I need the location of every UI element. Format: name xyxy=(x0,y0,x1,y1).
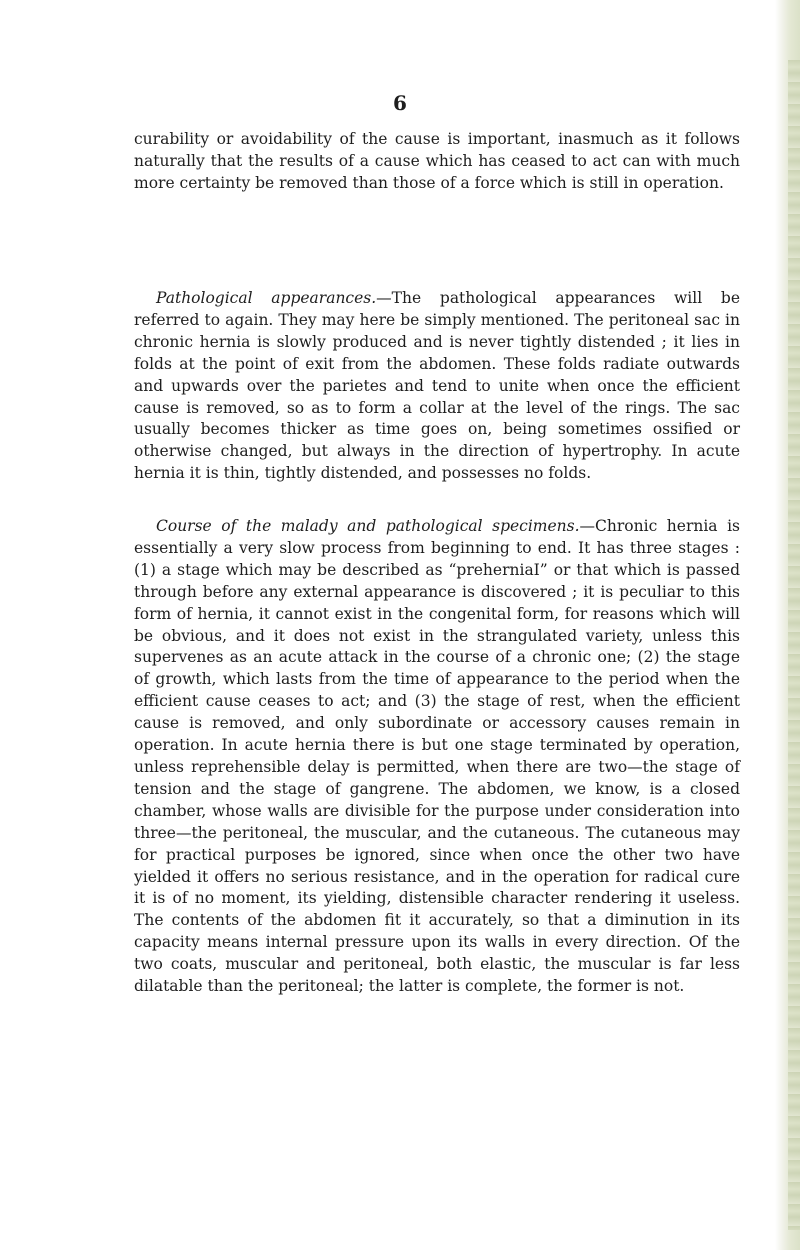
paragraph-heading: Pathological appearances. xyxy=(156,289,377,307)
paragraph-pathological-appearances xyxy=(134,288,740,485)
page-number: 6 xyxy=(393,91,407,115)
paragraph-course-of-malady xyxy=(134,516,740,998)
paragraph-curability xyxy=(134,129,740,195)
paragraph-text: curability or avoidability of the cause is important, inasmuch as it follows naturally that the results of a cause which has ceased to act can with much more certainty be removed than those of a force which is still in operation. xyxy=(134,130,740,192)
paragraph-text: —The pathological appearances will be referred to again. They may here be simply mentioned. The peritoneal sac in chronic hernia is slowly produced and is never tightly distended ; it lies in folds at the point of exit from the abdomen. These folds radiate outwards and upwards over the parietes and tend to unite when once the efficient cause is removed, so as to form a collar at the level of the rings. The sac usually becomes thicker as time goes on, being sometimes ossified or otherwise changed, but always in the direction of hypertrophy. In acute hernia it is thin, tightly distended, and possesses no folds. xyxy=(134,289,741,483)
page-edge-texture xyxy=(788,60,800,1230)
paragraph-heading: Course of the malady and pathological specimens. xyxy=(156,517,580,535)
paragraph-text: —Chronic hernia is essentially a very slow process from beginning to end. It has three stages : (1) a stage which may be described as “preherniaI” or that which is passed through before any external appearance is discovered ; it is peculiar to this form of hernia, it cannot exist in the congenital form, for reasons which will be obvious, and it does not exist in the strangulated variety, unless this supervenes as an acute attack in the course of a chronic one; (2) the stage of growth, which lasts from the time of appearance to the period when the efficient cause ceases to act; and (3) the stage of rest, when the efficient cause is removed, and only subordinate or accessory causes remain in operation. In acute hernia there is but one stage terminated by operation, unless reprehensible delay is permitted, when there are two—the stage of tension and the stage of gangrene. The abdomen, we know, is a closed chamber, whose walls are divisible for the purpose under consideration into three—the peritoneal, the muscular, and the cutaneous. The cutaneous may for practical purposes be ignored, since when once the other two have yielded it offers no serious resistance, and in the operation for radical cure it is of no moment, its yielding, distensible character rendering it useless. The contents of the abdomen fit it accurately, so that a diminution in its capacity means internal pressure upon its walls in every direction. Of the two coats, muscular and peritoneal, both elastic, the muscular is far less dilatable than the peritoneal; the latter is complete, the former is not. xyxy=(134,517,740,996)
